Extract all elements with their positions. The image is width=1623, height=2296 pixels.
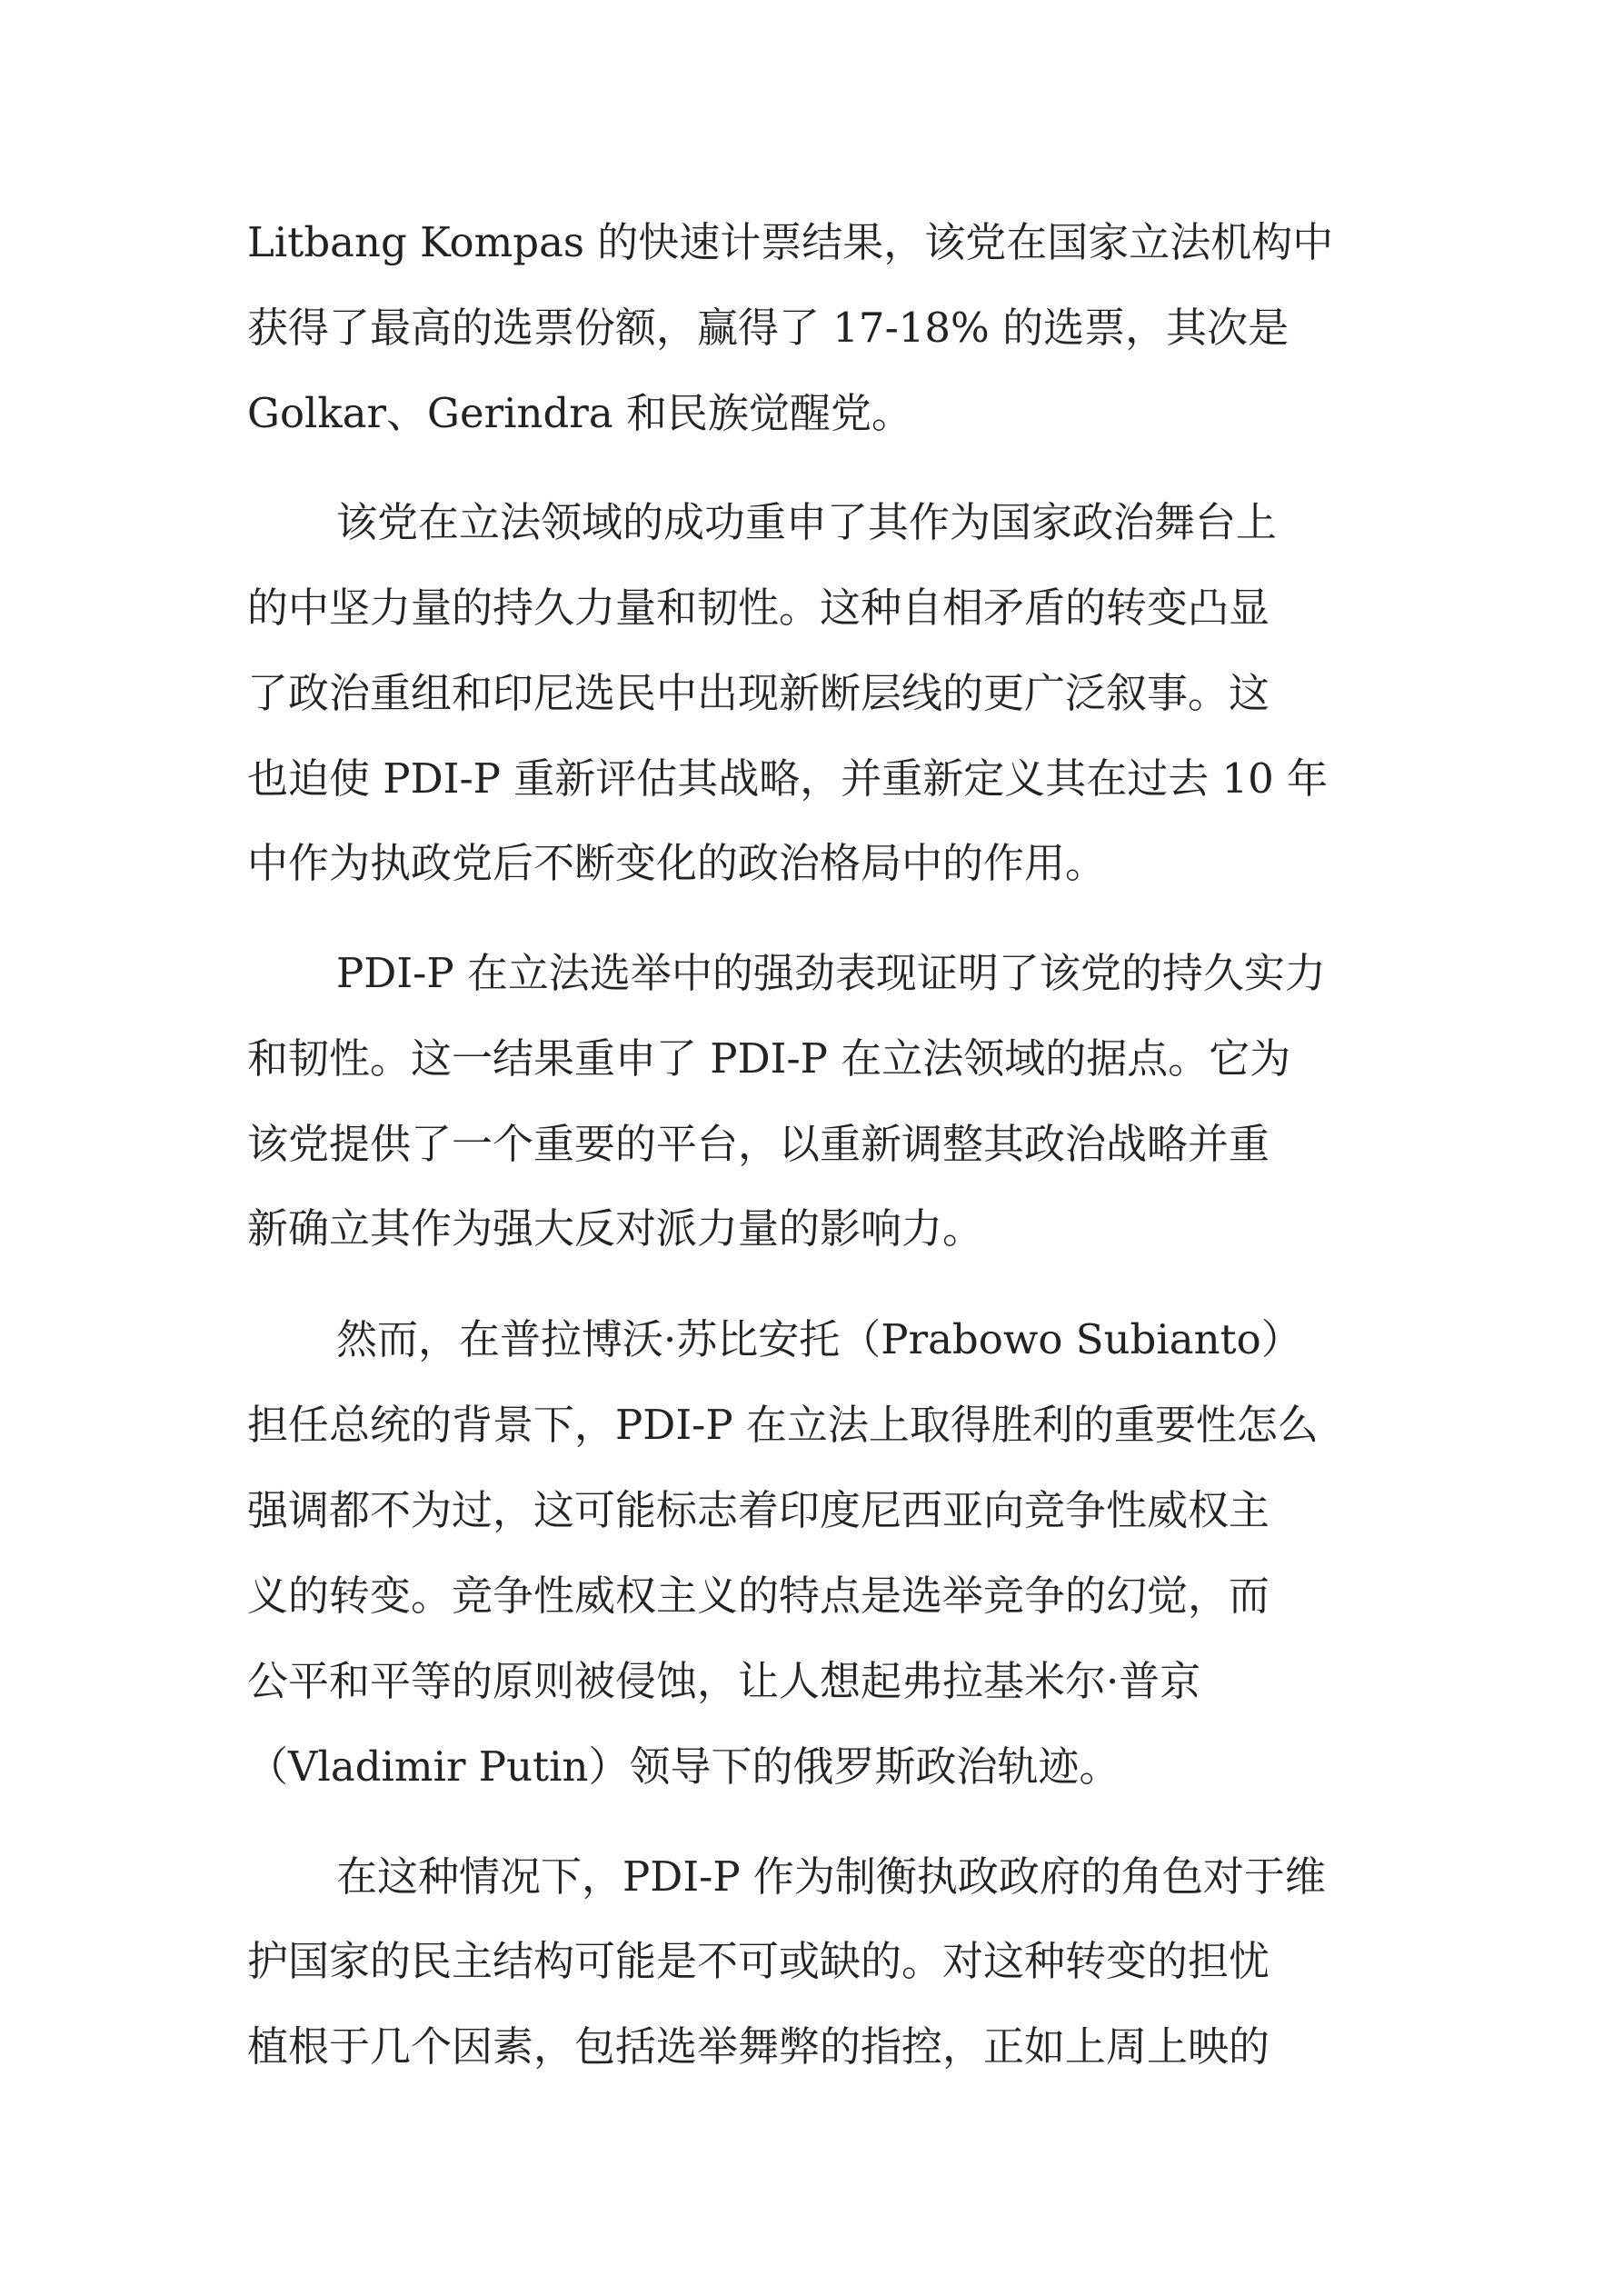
- paragraph-3-line-2: 和韧性。这一结果重申了 PDI-P 在立法领域的据点。它为: [247, 1034, 1291, 1083]
- paragraph-5-line-3: 植根于几个因素，包括选举舞弊的指控，正如上周上映的: [247, 2022, 1270, 2071]
- paragraph-4-line-5: 公平和平等的原则被侵蚀，让人想起弗拉基米尔·普京: [247, 1657, 1201, 1705]
- paragraph-2-line-2: 的中坚力量的持久力量和韧性。这种自相矛盾的转变凸显: [247, 584, 1270, 632]
- paragraph-4-line-3: 强调都不为过，这可能标志着印度尼西亚向竞争性威权主: [247, 1486, 1270, 1534]
- paragraph-4-line-4: 义的转变。竞争性威权主义的特点是选举竞争的幻觉，而: [247, 1572, 1270, 1620]
- paragraph-3-line-1: PDI-P 在立法选举中的强劲表现证明了该党的持久实力: [336, 949, 1326, 997]
- paragraph-2-line-1: 该党在立法领域的成功重申了其作为国家政治舞台上: [336, 498, 1278, 546]
- paragraph-4-line-2: 担任总统的背景下，PDI-P 在立法上取得胜利的重要性怎么: [247, 1401, 1319, 1449]
- paragraph-4-line-1: 然而，在普拉博沃·苏比安托（Prabowo Subianto）: [336, 1315, 1302, 1363]
- paragraph-1-line-1: Litbang Kompas 的快速计票结果，该党在国家立法机构中: [247, 218, 1334, 266]
- paragraph-3-line-3: 该党提供了一个重要的平台，以重新调整其政治战略并重: [247, 1120, 1270, 1168]
- paragraph-4-line-6: （Vladimir Putin）领导下的俄罗斯政治轨迹。: [247, 1742, 1120, 1791]
- paragraph-5-line-2: 护国家的民主结构可能是不可或缺的。对这种转变的担忧: [247, 1937, 1270, 1985]
- paragraph-1-line-3: Golkar、Gerindra 和民族觉醒党。: [247, 389, 912, 437]
- paragraph-2-line-4: 也迫使 PDI-P 重新评估其战略，并重新定义其在过去 10 年: [247, 754, 1329, 803]
- paragraph-2-line-3: 了政治重组和印尼选民中出现新断层线的更广泛叙事。这: [247, 669, 1270, 717]
- paragraph-1-line-2: 获得了最高的选票份额，赢得了 17-18% 的选票，其次是: [247, 304, 1289, 352]
- paragraph-5-line-1: 在这种情况下，PDI-P 作为制衡执政政府的角色对于维: [336, 1852, 1326, 1901]
- paragraph-3-line-4: 新确立其作为强大反对派力量的影响力。: [247, 1204, 984, 1253]
- paragraph-2-line-5: 中作为执政党后不断变化的政治格局中的作用。: [247, 839, 1107, 887]
